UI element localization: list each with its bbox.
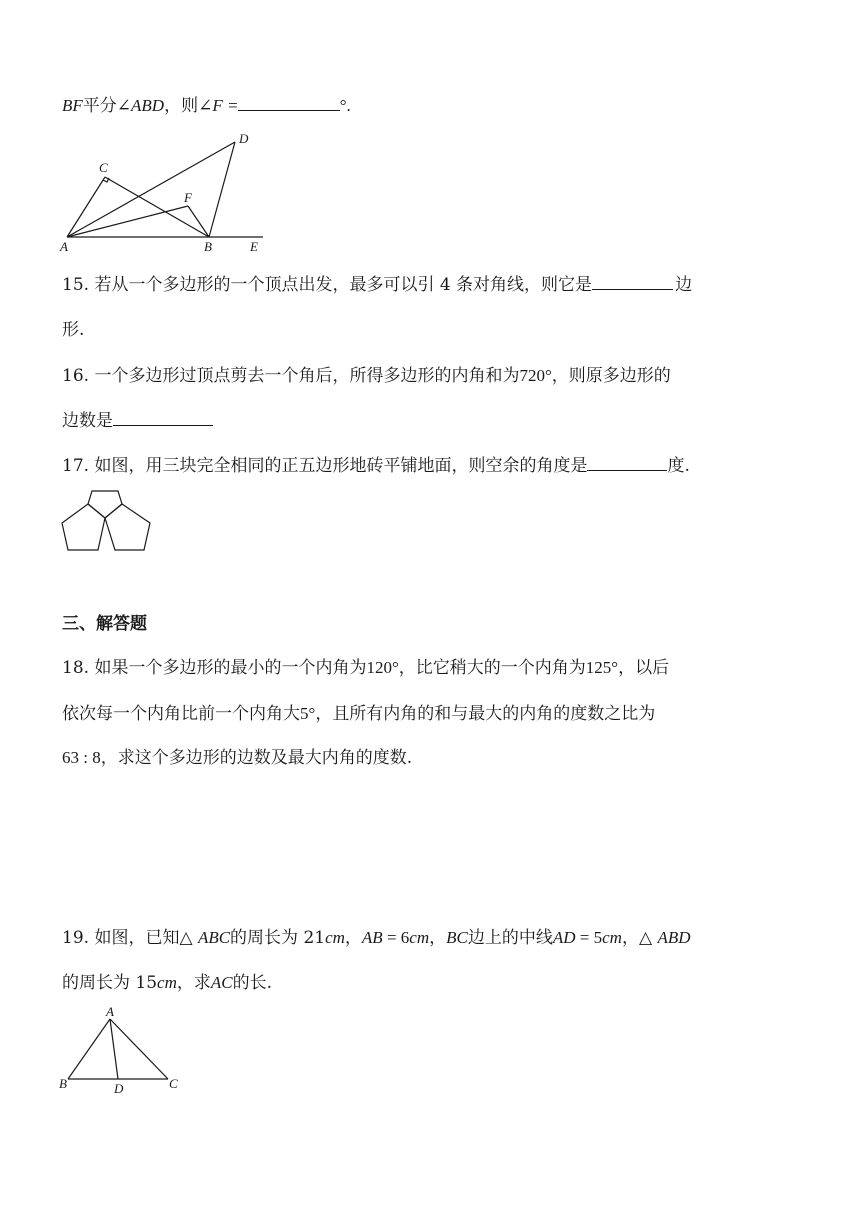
q18-text-c: ，以后 <box>618 658 670 678</box>
answer-blank-16[interactable] <box>113 409 213 426</box>
pentagon-left <box>62 504 105 550</box>
q19-text-b: 的周长为 21 <box>230 928 326 948</box>
value-5: 5° <box>300 704 316 723</box>
q17-text-end: 度. <box>667 456 690 476</box>
value-6: = 6 <box>382 928 410 947</box>
q19-text-c: 边上的中线 <box>467 928 553 948</box>
q19-text-d: 的周长为 15 <box>62 973 158 993</box>
segment-db <box>209 142 235 237</box>
label-b: B <box>59 1076 67 1091</box>
label-d: D <box>239 131 249 146</box>
triangle-abc: ABC <box>197 928 231 947</box>
value-5cm: = 5 <box>575 928 603 947</box>
triangle-symbol: △ <box>638 928 653 947</box>
label-a: A <box>106 1004 114 1019</box>
angle-f: ∠F <box>198 96 223 115</box>
unit-cm: cm <box>325 928 345 947</box>
degree-mark: °. <box>339 96 351 115</box>
q18-text-e: ，且所有内角的和与最大的内角的度数之比为 <box>315 704 656 724</box>
q17-text: 17. 如图，用三块完全相同的正五边形地砖平铺地面，则空余的角度是 <box>62 456 588 476</box>
segment-ad: AD <box>552 928 576 947</box>
value-720: 720° <box>519 366 552 385</box>
triangle-symbol: △ <box>179 928 193 947</box>
q19-text-a: 19. 如图，已知 <box>62 928 180 948</box>
answer-blank-15[interactable] <box>592 273 673 290</box>
q16-line-2 <box>62 409 213 433</box>
label-e: E <box>250 239 258 254</box>
unit-cm: cm <box>409 928 430 947</box>
ratio-63-8: 63 : 8 <box>62 748 101 767</box>
unit-cm: cm <box>157 973 177 992</box>
segment-bc: BC <box>446 928 468 947</box>
label-d: D <box>114 1081 124 1096</box>
unit-cm: cm <box>602 928 622 947</box>
q15-text: 15. 若从一个多边形的一个顶点出发，最多可以引 4 条对角线，则它是 <box>62 275 593 295</box>
label-a: A <box>60 239 68 254</box>
q19-text-e: ，求 <box>176 973 211 993</box>
q15-text-end: 边 <box>675 275 693 295</box>
q16-text-2: 边数是 <box>62 411 113 431</box>
equals-sign: = <box>228 96 238 115</box>
answer-blank-14[interactable] <box>238 94 340 111</box>
q18-line-2 <box>62 702 655 726</box>
segment-ad-fig <box>110 1019 118 1079</box>
q15-line-1 <box>62 273 692 297</box>
figure-q17-pentagons <box>58 486 154 556</box>
value-125: 125° <box>585 658 619 677</box>
q16-line-1 <box>62 364 671 388</box>
angle-abd: ∠ABD <box>116 96 165 115</box>
segment-bf: BF <box>62 96 83 115</box>
label-c: C <box>169 1076 178 1091</box>
q16-text-a: 16. 一个多边形过顶点剪去一个角后，所得多边形的内角和为 <box>62 366 520 386</box>
q18-text-f: ，求这个多边形的边数及最大内角的度数. <box>100 748 413 768</box>
label-c: C <box>99 160 108 175</box>
q15-line-2 <box>62 318 84 342</box>
triangle-abd: ABD <box>657 928 691 947</box>
segment-ab: AB <box>361 928 383 947</box>
q14-tail-line <box>62 94 351 118</box>
answer-blank-17[interactable] <box>587 454 667 471</box>
q16-text-b: ，则原多边形的 <box>551 366 671 386</box>
section-heading: 三、解答题 <box>62 614 147 634</box>
segment-fb <box>188 206 209 237</box>
label-b: B <box>204 239 212 254</box>
q18-text-d: 依次每一个内角比前一个内角大 <box>62 704 300 724</box>
q18-text-a: 18. 如果一个多边形的最小的一个内角为 <box>62 658 367 678</box>
segment-ac-fig <box>110 1019 168 1079</box>
value-120: 120° <box>366 658 399 677</box>
q19-line-1: 19. 如图，已知△ ABC的周长为 21cm，AB = 6cm，BC边上的中线AD = 5cm，△ ABD <box>62 928 691 948</box>
segment-ab-fig <box>68 1019 110 1079</box>
q18-line-3 <box>62 746 412 770</box>
q14-text-1: 平分 <box>82 96 117 116</box>
segment-ad <box>67 142 235 237</box>
pentagon-top <box>88 491 122 518</box>
q14-text-2: ，则 <box>164 96 199 116</box>
q17-line <box>62 454 690 478</box>
label-f: F <box>184 190 192 205</box>
segment-ac: AC <box>210 973 233 992</box>
figure-q19 <box>56 1004 186 1096</box>
q18-text-b: ，比它稍大的一个内角为 <box>398 658 586 678</box>
q19-line-2 <box>62 971 272 995</box>
figure-q14 <box>55 128 270 254</box>
q15-text-2: 形. <box>62 320 85 340</box>
segment-ac <box>67 177 105 237</box>
q18-line-1 <box>62 656 669 680</box>
q19-text-f: 的长. <box>232 973 273 993</box>
segment-af <box>67 206 188 237</box>
pentagon-right <box>105 504 150 550</box>
